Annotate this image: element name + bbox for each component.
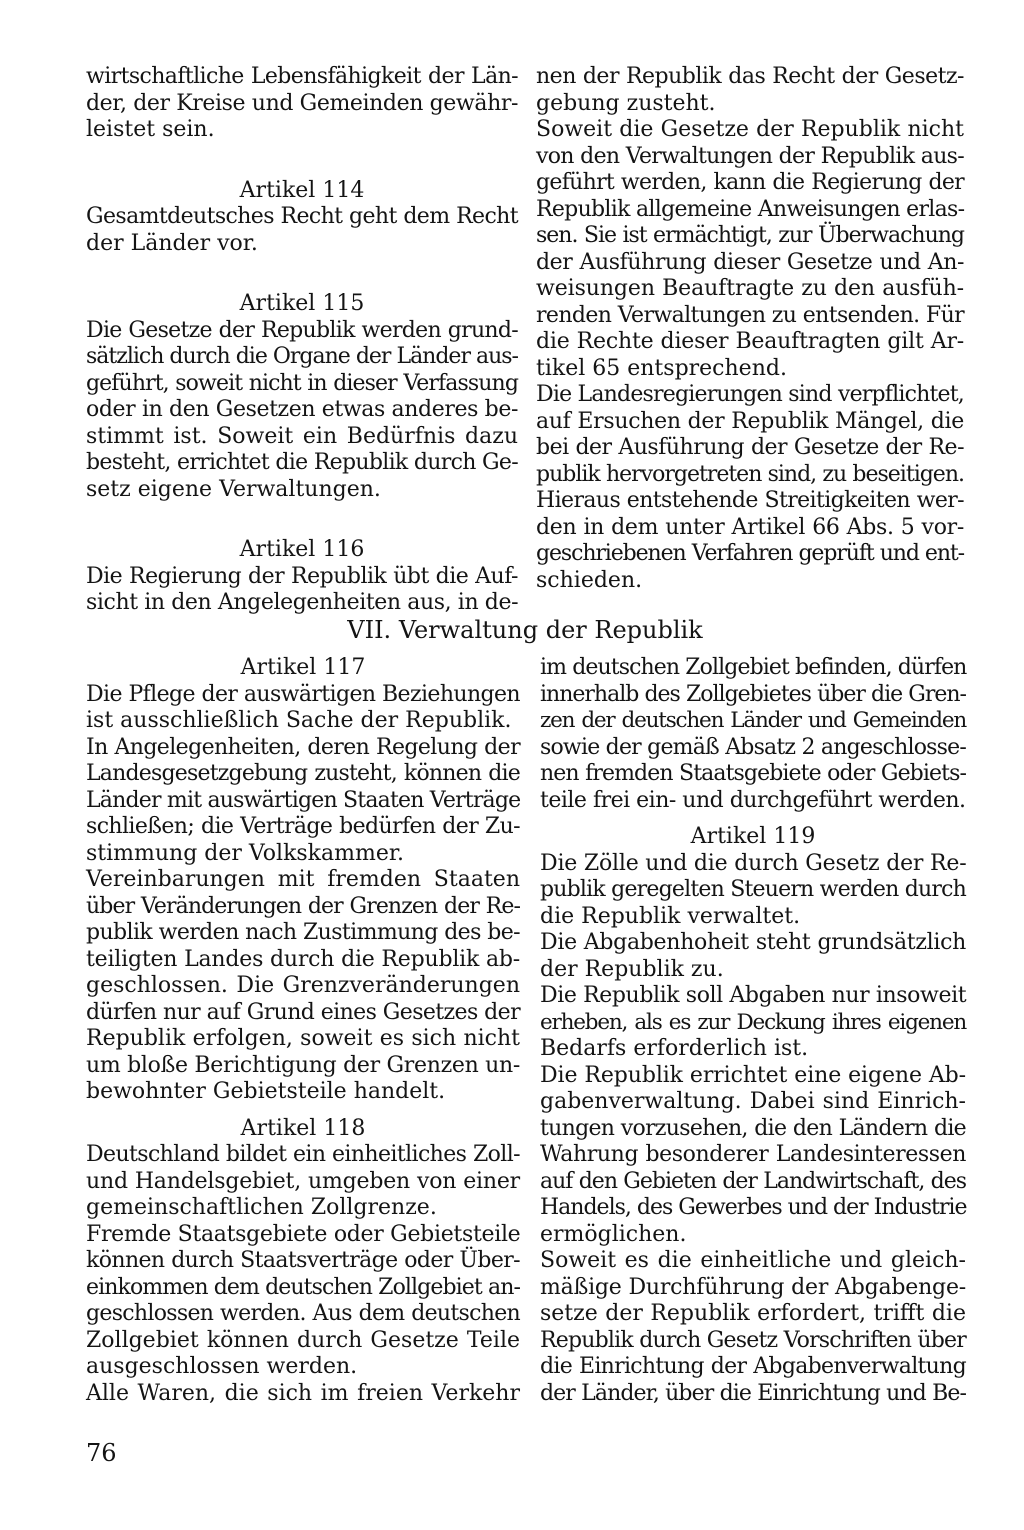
text-line: ermöglichen. [540, 1221, 687, 1247]
text-line: die Republik verwaltet. [540, 903, 801, 929]
article-115-heading: Artikel 115 [239, 291, 365, 316]
text-line: besteht, errichtet die Republik durch Ge- [86, 450, 518, 475]
text-line: um bloße Berichtigung der Grenzen un- [86, 1052, 521, 1078]
text-line: schließen; die Verträge bedürfen der Zu- [86, 814, 520, 839]
text-line: Die Abgabenhoheit steht grundsätzlich [540, 930, 966, 955]
text-line: oder in den Gesetzen etwas anderes be- [86, 397, 518, 422]
article-116-heading: Artikel 116 [239, 537, 365, 562]
text-line: Länder mit auswärtigen Staaten Verträge [86, 787, 521, 813]
page-number: 76 [86, 1439, 117, 1467]
text-line: mäßige Durchführung der Abgabenge- [540, 1274, 966, 1300]
text-line: leistet sein. [86, 117, 215, 142]
text-line: geführt werden, kann die Regierung der [536, 170, 964, 195]
text-line: gemeinschaftlichen Zollgrenze. [86, 1195, 437, 1220]
text-line: erheben, als es zur Deckung ihres eigenen [540, 1009, 966, 1035]
text-line: können durch Staatsverträge oder Über- [86, 1248, 520, 1273]
text-line: sen. Sie ist ermächtigt, zur Überwachung [536, 223, 964, 248]
bottom-left-column [86, 655, 520, 1407]
text-line: sätzlich durch die Organe der Länder aus- [86, 344, 518, 369]
text-line: Die Pflege der auswärtigen Beziehungen [86, 681, 520, 707]
text-line: bei der Ausführung der Gesetze der Re- [536, 435, 964, 460]
text-line: gabenverwaltung. Dabei sind Einrich- [540, 1089, 966, 1114]
text-line: Landesgesetzgebung zusteht, können die [86, 761, 520, 786]
text-line: gebung zusteht. [536, 90, 716, 116]
text-line: setze der Republik erfordert, trifft die [540, 1301, 966, 1326]
text-line: tungen vorzusehen, die den Ländern die [540, 1115, 966, 1141]
text-line: zen der deutschen Länder und Gemeinden [540, 708, 966, 733]
section-title: VII. Verwaltung der Republik [347, 616, 703, 644]
article-119-heading: Artikel 119 [690, 824, 816, 849]
text-line: publik hervorgetreten sind, zu beseitigen. [536, 461, 964, 487]
text-line: publik werden nach Zustimmung des be- [86, 920, 520, 945]
text-line: auf Ersuchen der Republik Mängel, die [536, 408, 964, 434]
text-line: teile frei ein- und durchgeführt werden. [540, 787, 966, 813]
text-line: renden Verwaltungen zu entsenden. Für [536, 302, 965, 328]
text-line: Fremde Staatsgebiete oder Gebietsteile [86, 1221, 521, 1247]
text-line: sicht in den Angelegenheiten aus, in de- [86, 590, 519, 615]
text-line: der Republik zu. [540, 956, 724, 982]
text-line: bewohnter Gebietsteile handelt. [86, 1079, 446, 1104]
text-line: schieden. [536, 567, 643, 593]
bottom-right-column [540, 655, 966, 1407]
text-line: der Ausführung dieser Gesetze und An- [536, 249, 964, 275]
text-line: Republik allgemeine Anweisungen erlas- [536, 196, 965, 222]
text-line: und Handelsgebiet, umgeben von einer [86, 1168, 520, 1194]
text-line: Deutschland bildet ein einheitliches Zoll- [86, 1142, 520, 1167]
intro-paragraph [86, 64, 518, 144]
article-117-heading: Artikel 117 [240, 655, 366, 680]
text-line: In Angelegenheiten, deren Regelung der [86, 734, 520, 760]
text-line: nen der Republik das Recht der Gesetz- [536, 64, 964, 89]
text-line: teiligten Landes durch die Republik ab- [86, 946, 520, 972]
text-line: innerhalb des Zollgebietes über die Gren- [540, 681, 966, 707]
text-line: die Einrichtung der Abgabenverwaltung [540, 1354, 966, 1379]
text-line: den in dem unter Artikel 66 Abs. 5 vor- [536, 514, 964, 540]
text-line: Gesamtdeutsches Recht geht dem Recht [86, 204, 518, 229]
text-line: geführt, soweit nicht in dieser Verfassung [86, 370, 518, 396]
text-line: auf den Gebieten der Landwirtschaft, des [540, 1168, 966, 1194]
text-line: von den Verwaltungen der Republik aus- [536, 143, 964, 169]
text-line: Soweit die Gesetze der Republik nicht [536, 117, 964, 142]
text-line: ausgeschlossen werden. [86, 1354, 358, 1379]
text-line: einkommen dem deutschen Zollgebiet an- [86, 1274, 520, 1300]
text-line: Die Landesregierungen sind verpflichtet, [536, 382, 964, 407]
text-line: Die Republik errichtet eine eigene Ab- [540, 1062, 966, 1088]
text-line: im deutschen Zollgebiet befinden, dürfen [540, 655, 967, 680]
text-line: sowie der gemäß Absatz 2 angeschlosse- [540, 734, 966, 760]
text-line: dürfen nur auf Grund eines Gesetzes der [86, 999, 520, 1025]
top-left-column [86, 64, 518, 617]
text-line: Bedarfs erforderlich ist. [540, 1036, 809, 1061]
text-line: Wahrung besonderer Landesinteressen [540, 1142, 966, 1167]
article-114-heading: Artikel 114 [239, 177, 365, 203]
text-line: der, der Kreise und Gemeinden gewähr- [86, 90, 518, 116]
text-line: die Rechte dieser Beauftragten gilt Ar- [536, 329, 964, 354]
text-line: der Länder vor. [86, 230, 258, 256]
text-line: Handels, des Gewerbes und der Industrie [540, 1195, 967, 1220]
text-line: Hieraus entstehende Streitigkeiten wer- [536, 488, 964, 513]
text-line: Zollgebiet können durch Gesetze Teile [86, 1327, 520, 1353]
text-line: Die Republik soll Abgaben nur insoweit [540, 983, 967, 1008]
article-118-heading: Artikel 118 [240, 1115, 366, 1141]
text-line: weisungen Beauftragte zu den ausfüh- [536, 276, 964, 301]
text-line: Die Zölle und die durch Gesetz der Re- [540, 850, 967, 876]
text-line: der Länder, über die Einrichtung und Be- [540, 1380, 966, 1406]
text-line: Soweit es die einheitliche und gleich- [540, 1248, 966, 1273]
top-right-column [536, 64, 964, 594]
text-line: stimmung der Volkskammer. [86, 840, 404, 866]
text-line: publik geregelten Steuern werden durch [540, 877, 966, 902]
text-line: geschlossen werden. Aus dem deutschen [86, 1301, 520, 1326]
text-line: nen fremden Staatsgebiete oder Gebiets- [540, 761, 966, 786]
text-line: Republik durch Gesetz Vorschriften über [540, 1327, 966, 1353]
text-line: ist ausschließlich Sache der Republik. [86, 708, 512, 733]
text-line: geschlossen. Die Grenzveränderungen [86, 973, 520, 998]
text-line: Vereinbarungen mit fremden Staaten [86, 867, 520, 892]
text-line: Republik erfolgen, soweit es sich nicht [86, 1026, 520, 1051]
text-line: Die Regierung der Republik übt die Auf- [86, 563, 518, 589]
text-line: setz eigene Verwaltungen. [86, 476, 381, 502]
text-line: Alle Waren, die sich im freien Verkehr [86, 1380, 520, 1406]
text-line: geschriebenen Verfahren geprüft und ent- [536, 541, 964, 566]
text-line: wirtschaftliche Lebensfähigkeit der Län- [86, 64, 518, 89]
text-line: Die Gesetze der Republik werden grund- [86, 317, 518, 343]
text-line: über Veränderungen der Grenzen der Re- [86, 893, 520, 919]
text-line: stimmt ist. Soweit ein Bedürfnis dazu [86, 423, 518, 449]
text-line: tikel 65 entsprechend. [536, 355, 787, 381]
